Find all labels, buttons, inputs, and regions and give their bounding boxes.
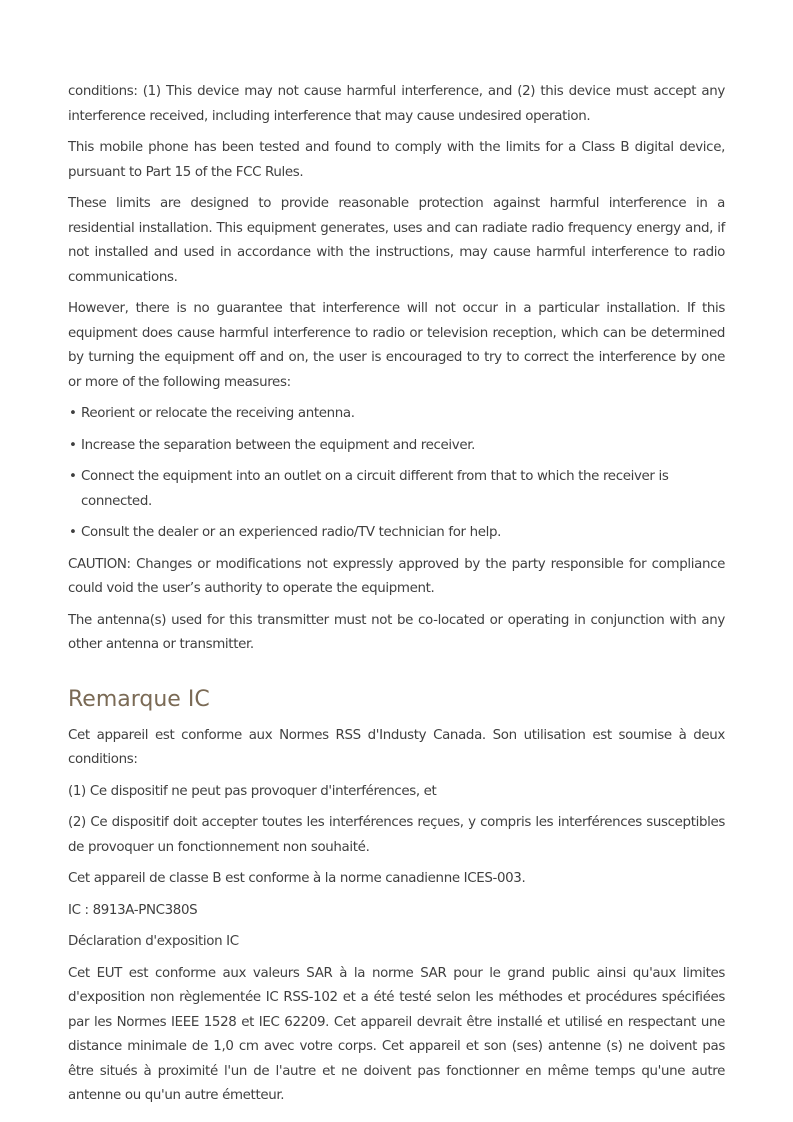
fcc-measures-list xyxy=(68,402,725,546)
document-page xyxy=(68,80,725,1116)
list-item-text: Connect the equipment into an outlet on a circuit different from that to which the receiver is connected. xyxy=(81,469,669,509)
ic-section xyxy=(68,685,725,1109)
ic-condition-1: (1) Ce dispositif ne peut pas provoquer d'interférences, et xyxy=(68,783,437,799)
fcc-limits-paragraph: These limits are designed to provide reasonable protection against harmful interference in a residential installation. This equipment generates, uses and can radiate radio frequency energy and, if not installed and used in accordance with the instructions, may cause harmful interference to radio communications. xyxy=(68,196,725,285)
bullet-icon: • xyxy=(69,525,77,540)
list-item-text: Reorient or relocate the receiving antenna. xyxy=(81,406,355,421)
ic-sar-paragraph: Cet EUT est conforme aux valeurs SAR à la norme SAR pour le grand public ainsi qu'aux limites d'exposition non règlementée IC RSS-102 et a été testé selon les méthodes et procédures spécifiées par les Normes IEEE 1528 et IEC 62209. Cet appareil devrait être installé et utilisé en respectant une distance minimale de 1,0 cm avec votre corps. Cet appareil et son (ses) antenne (s) ne doivent pas être situés à proximité l'un de l'autre et ne doivent pas fonctionner en même temps qu'une autre antenne ou qu'un autre émetteur. xyxy=(68,965,725,1103)
fcc-class-b-paragraph: This mobile phone has been tested and found to comply with the limits for a Class B digital device, pursuant to Part 15 of the FCC Rules. xyxy=(68,140,725,180)
ic-conformity-paragraph: Cet appareil est conforme aux Normes RSS d'Industy Canada. Son utilisation est soumise à deux conditions: xyxy=(68,727,725,767)
bullet-icon: • xyxy=(69,437,77,453)
section-heading: Remarque IC xyxy=(68,686,210,712)
list-item-text: Consult the dealer or an experienced radio/TV technician for help. xyxy=(81,525,502,540)
list-item xyxy=(68,521,725,546)
list-item-text: Increase the separation between the equipment and receiver. xyxy=(81,437,476,453)
ic-ices-paragraph: Cet appareil de classe B est conforme à la norme canadienne ICES-003. xyxy=(68,871,526,886)
fcc-antenna-paragraph: The antenna(s) used for this transmitter must not be co-located or operating in conjunction with any other antenna or transmitter. xyxy=(68,612,725,652)
list-item xyxy=(68,402,725,427)
fcc-guarantee-paragraph: However, there is no guarantee that interference will not occur in a particular installation. If this equipment does cause harmful interference to radio or television reception, which can be determined by turning the equipment off and on, the user is encouraged to try to correct the interference by one or more of the following measures: xyxy=(68,301,725,390)
fcc-caution-paragraph: CAUTION: Changes or modifications not expressly approved by the party responsible for compliance could void the user’s authority to operate the equipment. xyxy=(68,556,725,596)
bullet-icon: • xyxy=(69,406,77,421)
bullet-icon: • xyxy=(69,469,77,484)
fcc-section xyxy=(68,80,725,658)
list-item xyxy=(68,434,725,459)
ic-id-line: IC : 8913A-PNC380S xyxy=(68,902,198,918)
list-item xyxy=(68,465,725,514)
fcc-conditions-paragraph: conditions: (1) This device may not cause harmful interference, and (2) this device must accept any interference received, including interference that may cause undesired operation. xyxy=(68,84,725,124)
ic-exposure-heading: Déclaration d'exposition IC xyxy=(68,934,239,949)
ic-condition-2: (2) Ce dispositif doit accepter toutes les interférences reçues, y compris les interférences susceptibles de provoquer un fonctionnement non souhaité. xyxy=(68,815,725,855)
